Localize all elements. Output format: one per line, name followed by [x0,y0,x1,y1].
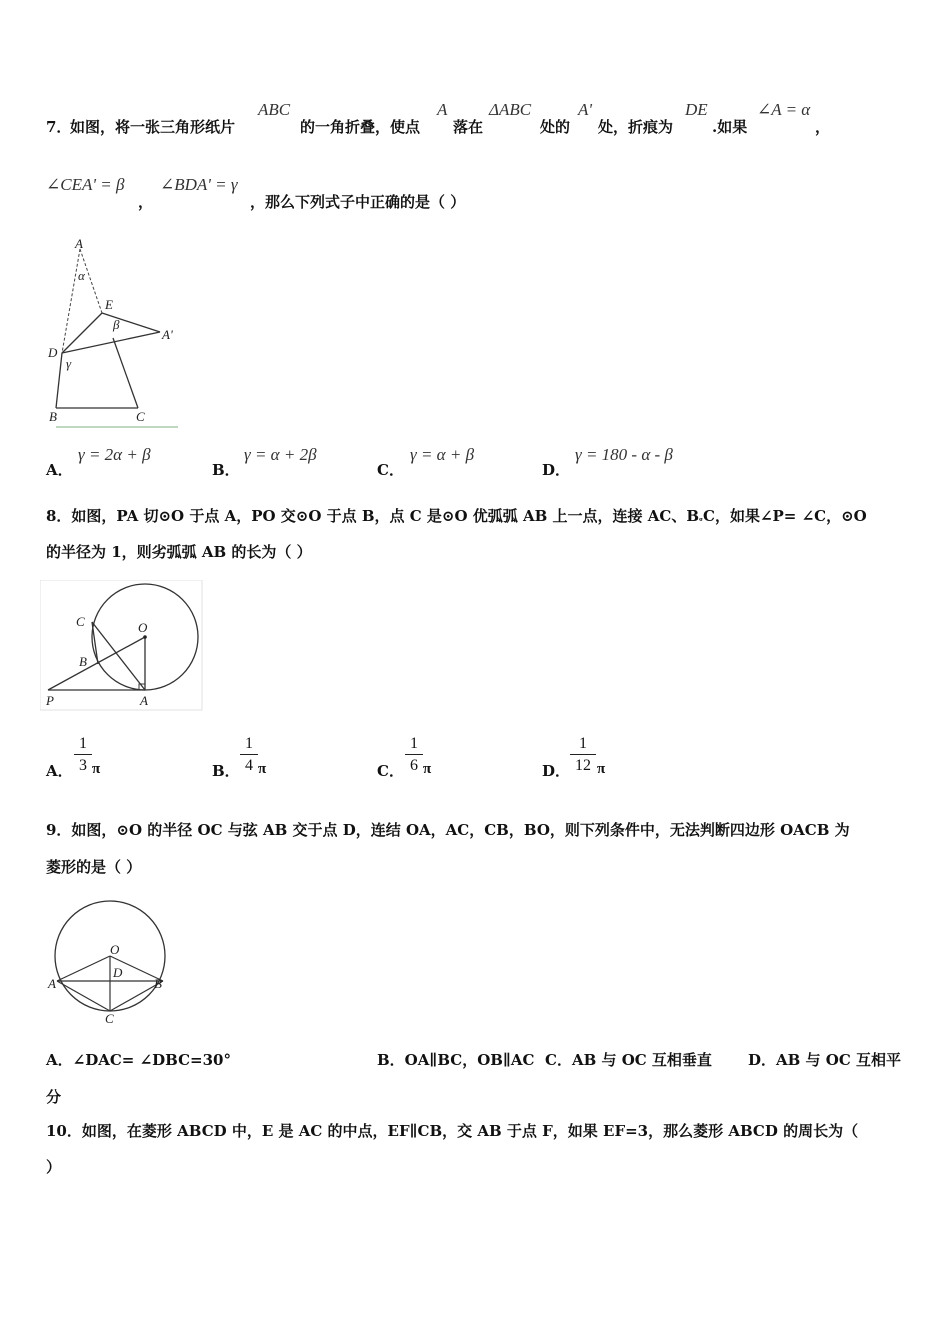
q9-label-c: C [105,1011,114,1026]
q8-option-a-num: 1 [74,734,92,755]
q7-option-b: γ = α + 2β [244,445,317,464]
q8-option-a-pi: π [92,761,101,777]
q7-math-angle-a: ∠A = α [757,100,811,119]
q8-option-c-den: 6 [410,757,418,774]
q7-label-beta: β [113,317,120,332]
q8-center-dot [143,635,147,639]
q7-label-b: B [49,409,57,424]
q7-side-da-prime [62,332,160,353]
q7-text-2: 的一角折叠，使点 [300,118,421,136]
q8-label-a: A [140,693,148,708]
q7-option-a: γ = 2α + β [78,445,151,464]
q7-math-bda: ∠BDA' = γ [160,175,238,194]
q7-option-d: γ = 180 - α - β [575,445,673,464]
q8-option-a-label: A． [46,762,73,780]
q7-label-e: E [105,297,113,312]
q8-line-1-end: C，如果∠P= ∠C，⊙O [703,507,867,525]
q8-figure [40,580,210,715]
q8-option-d-pi: π [597,761,606,777]
q8-label-b: B [79,654,87,669]
q7-figure [40,235,190,435]
q8-option-c-fraction [405,734,423,777]
q7-text-1: 如图，将一张三角形纸片 [70,118,236,136]
q8-option-b-num: 1 [240,734,258,755]
q9-line-ac [57,981,110,1011]
q10-line-2: ） [46,1158,62,1176]
q7-side-ce [113,338,138,408]
q9-option-c: C．AB 与 OC 互相垂直 [545,1051,712,1069]
q7-label-gamma: γ [66,356,72,371]
q8-option-d-num: 1 [570,734,596,755]
q8-line-2: 的半径为 1，则劣弧弧 AB 的长为（ ） [46,543,312,561]
q8-option-b-fraction [240,734,258,777]
q9-option-a: A．∠DAC= ∠DBC=30° [46,1051,231,1069]
q8-line-1-text: 8．如图，PA 切⊙O 于点 A，PO 交⊙O 于点 B，点 C 是⊙O 优弧弧 AB 上一点，连接 AC、B [46,507,700,525]
q8-option-d-fraction [570,734,596,777]
q9-line-1: 9．如图，⊙O 的半径 OC 与弦 AB 交于点 D，连结 OA，AC，CB，BO，则下列条件中，无法判断四边形 OACB 为 [46,821,850,839]
q7-option-d-label: D． [542,461,571,479]
q8-option-b-den: 4 [245,757,253,774]
q7-option-c-label: C． [377,461,404,479]
q7-text-6: .如果 [712,118,748,136]
q8-option-b-pi: π [258,761,267,777]
q8-line-1 [46,505,867,526]
q7-number: 7． [46,118,72,136]
q9-option-d: D．AB 与 OC 互相平 [748,1051,901,1069]
q7-side-db [56,353,62,408]
q8-option-d-label: D． [542,762,571,780]
q8-option-c-pi: π [423,761,432,777]
q9-label-a: A [48,976,56,991]
q7-text-8: ， [138,193,154,211]
q9-label-b: B [154,976,162,991]
q8-option-d-den: 12 [575,757,591,774]
q8-option-a-fraction [74,734,92,777]
q9-figure [40,892,180,1027]
q8-label-p: P [46,693,54,708]
q8-option-b-label: B． [212,762,240,780]
q7-label-d: D [48,345,58,360]
q9-line-2: 菱形的是（ ） [46,858,142,876]
q9-option-d-wrap: 分 [46,1088,62,1106]
q7-option-b-label: B． [212,461,240,479]
q7-label-aprime: A' [162,327,173,342]
q7-text-3: 落在 [453,118,484,136]
q7-label-a: A [75,236,83,251]
q7-side-ea-prime [102,313,160,332]
q9-label-d: D [113,965,123,980]
q8-option-a-den: 3 [79,757,87,774]
q8-label-o: O [138,620,148,635]
q9-line-oa [57,956,110,981]
q8-line-1-mark: ᵍ [699,515,703,525]
q8-option-c-label: C． [377,762,404,780]
q10-line-1: 10．如图，在菱形 ABCD 中，E 是 AC 的中点，EF∥CB，交 AB 于点 F，如果 EF=3，那么菱形 ABCD 的周长为（ [46,1122,859,1140]
q7-math-cea: ∠CEA' = β [46,175,125,194]
q7-option-c: γ = α + β [410,445,475,464]
q8-line-po [48,637,145,690]
q7-text-4: 处的 [540,118,571,136]
q7-math-aprime: A' [578,100,593,119]
q7-math-de: DE [685,100,708,119]
q7-text-9: ，那么下列式子中正确的是（ ） [250,193,466,211]
q7-label-alpha: α [78,268,85,283]
q9-label-o: O [110,942,120,957]
q8-option-c-num: 1 [405,734,423,755]
q7-option-a-label: A． [46,461,73,479]
q7-math-triangle: ΔABC [489,100,532,119]
q8-label-c: C [76,614,85,629]
q7-text-5: 处，折痕为 [598,118,674,136]
q7-text-7: ， [815,118,831,136]
q7-label-c: C [136,409,145,424]
q7-math-abc: ABC [258,100,291,119]
q7-math-a: A [437,100,448,119]
q9-option-b: B．OA∥BC，OB∥AC [377,1051,535,1069]
